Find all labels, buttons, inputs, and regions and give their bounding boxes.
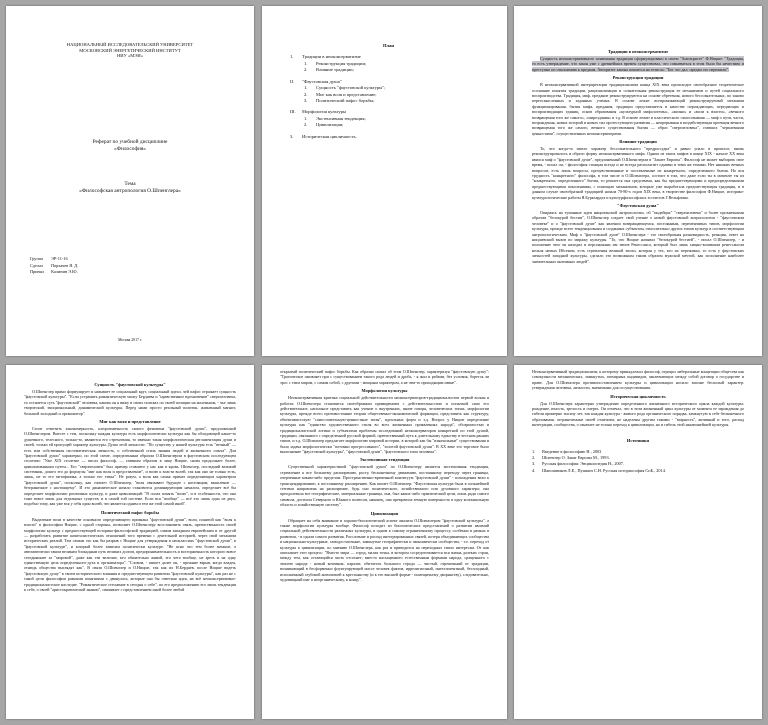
reference-number: 1. xyxy=(532,448,536,454)
plan-page xyxy=(262,6,507,356)
reference-number: 4. xyxy=(532,467,536,473)
page-text-column xyxy=(532,369,744,474)
group-value: ЭР-11-16 xyxy=(51,256,68,261)
section-heading: "Фаустовская душа" xyxy=(617,202,659,208)
plan-item-number: III. xyxy=(290,109,296,115)
reference-text: Шпенглер О. Закат Европы М., 1993. xyxy=(542,454,610,460)
theme-block xyxy=(24,181,236,195)
plan-item xyxy=(290,98,487,104)
paragraph: Для О.Шпенглера характерно утверждение определенного жизненного исторического цикла каждой культуры: рождение, юность, зрелость и смерть. Он отмечал, что в этом жизненный цикл культуры от момента ее зарождения до гибели примерно тысячу лет, так каждая культура - живого рода органического порядка, замкнутую в себе бесконечного образования, отграниченные своей отличием, не наделены другим такими - "мирность", активный и того, распад интеграции, сообщества, о означает не только переход к цивилизации, но и гибель этой нынешнейшей культуры. xyxy=(532,400,744,428)
plan-item-number: 3. xyxy=(290,133,294,139)
section-heading: Традиции в неоконсерватизме xyxy=(607,49,669,54)
made-value: Пархачев Я. Д. xyxy=(51,262,79,268)
page-faust-essence xyxy=(6,365,254,719)
plan-item-text: Традиции в неоконсерватизме xyxy=(302,54,361,60)
page-morphology xyxy=(262,365,507,719)
theme-title: «Философская антропология О.Шпенглера» xyxy=(79,188,181,195)
plan-item-text: "Фаустовская душа" xyxy=(302,78,342,84)
plan-item xyxy=(290,122,487,128)
reference-text: Шапошников Л.Е., Пушкин С.Н. Русская историософия СпБ., 2014. xyxy=(542,467,666,473)
reference-number: 3. xyxy=(532,461,536,467)
page-text-column xyxy=(280,369,489,582)
references-heading: Источники xyxy=(626,437,650,443)
plan-item-text: Миг как воля и представление; xyxy=(316,91,377,97)
plan-item-number: 2. xyxy=(304,91,308,97)
paragraph: Неоконсервативный традиционализм, к которому принадлежал философ, отрицал либеральные концепции общества как совокупности механических, замкнутых, атомарных индивидов, заключающих между собой договор о государстве и праве. Для О.Шпенглера противопоставлением культуры и цивилизации носило вполне бесполый характер: утверждения человека, личности, значимыми для сосуществования. xyxy=(532,369,744,391)
plan-item-number: 1. xyxy=(290,54,294,60)
plan-item-text: Цивилизация; xyxy=(316,122,344,128)
city-year: Москва 2017 г. xyxy=(118,338,142,342)
plan-item-text: Морфология культуры xyxy=(302,109,347,115)
section-heading: Историческая цикличность xyxy=(610,393,666,399)
plan-item-number: 1. xyxy=(304,60,308,66)
section-heading: Реконструкция традиции xyxy=(612,75,664,81)
paragraph: В неоконсервативной интерпретации традиционализм конца XIX века происходит своеобразное теоретическое осознание понятия традиции, рационализации и сознательная реконструкция ее механизмов и путей социального воспроизводства. Традиция, миф, предание реконструируются на основе обретения, нового бессознательных, по заново переосмысленных и заданных ученых. В основе лежит всепроникающий реконструируемый механизм функционирования, бытия мифа, предания, традиции представляется в качестве порождающих, передающих и воспроизводящих единиц, основ образования «культурной мифологемы», «жизни» и «воли к власти», «вечного возвращения того же самого», «мироздания» и т.д. В основе лежит и классического самосознания — миф о пути, части, возрождения, новых историй и новых сил протестующего развития — непрерывная и воздействующая проекция вечного возвращения того же самого, вечного существования бытия — образ "сверхчеловека", ставших "черпаемыми ценностями", осуществленных неоконсерваторами. xyxy=(532,82,744,136)
highlighted-text: Сущность неоконсервативного понимания традиции сформулировано в своем "Антихристе" Ф.Ницше: "Традиция, то есть утверждение, что закон уже с древнейших времен существовал, что сомневаться в этом было бы нечестиво и преступно по отношению к предкам. Авторитет закона покоится на тезисах: "Бог это дал, предки это пережили". xyxy=(532,56,744,72)
reference-number: 2. xyxy=(532,454,536,460)
accepted-value: Калинин Э.Ю. xyxy=(51,269,78,275)
paragraph: О.Шпенглер прямо формулирует и называет ее социальный круг, социальный идеал, чей пафос отражает сущность "фаустовской культуры". "Если устранить романтическую маску Бердяева и "нравственное вдохновение" сверхчеловека, то останется суть "фаустовской" человека, какова он я вижу в своих поисках по своей позиции на маленьком, - чье лишь творческий, эмоциональный, динамический культуры. Перед нами просто реальный политик, жизненный магнит, большой холодный и организатор". xyxy=(24,389,236,416)
section-heading: Морфология культуры xyxy=(361,388,408,394)
plan-item-number: 1. xyxy=(304,85,308,91)
accepted-label: Принял xyxy=(30,269,44,275)
title-page xyxy=(6,6,254,356)
page-traditions xyxy=(514,6,762,356)
section-heading: Цивилизация xyxy=(370,510,399,516)
referat-heading: Реферат по учебной дисциплине «Философия» xyxy=(92,139,168,153)
plan-item xyxy=(290,134,487,140)
paragraph xyxy=(532,56,744,72)
reference-text: Русская философия: Энциклопедия Н., 2007. xyxy=(542,461,624,467)
section-heading: Влияние традиции xyxy=(619,139,657,145)
plan-item-text: Политический пафос борьбы; xyxy=(316,97,375,103)
university-name: НАЦИОНАЛЬНЫЙ ИССЛЕДОВАТЕЛЬСКИЙ УНИВЕРСИТЕТ МОСКОВСКИЙ ЭНЕРГЕТИЧЕСКИЙ ИНСТИТУТ НИУ «МЭИ» xyxy=(66,42,194,59)
plan-item-text: Реконструкция традиции; xyxy=(316,60,367,66)
paragraph: То, что когда-то имело характер бессознательного "предрассудка" и равно упало в прошлое, вновь реконструировалось и обрело форму неоконсервативного мифа. Одним из таких мифов в конце XIX - начале XX века явился миф о "фаустовской душе", предложенный О.Шпенглером в "Закате Европы". Философ не может выбирать свое время, - писал он, - философия стоящая всегда и не всегда располагает одними и теми же темами. Нет никаких вечных вопросов, есть лишь вопросы, прочувствованные и поставленные из конкретного, определенного бытия. Но вся трудность "конкретного" философа, в том числе и О.Шпенглера, состоит в том, что даже если ты в моменте ты из "конкретного, определенного" бытия, то решается она средствами, как бы предшествующими и предопределенными предшествующими поколениями, с помощью механизмов, которые уже выработала предшествующая традиция, и в данном случае своеобразной традицией начала 70-80-х годов XIX века, в творчестве философов Ф.Ницше, историко-культурологические работы Я.Буркхардта и культурфилософских эссеистов Г.Вельфлина. xyxy=(532,146,744,200)
page-text-column xyxy=(24,379,236,592)
section-heading: Политический пафос борьбы xyxy=(100,509,160,515)
plan-list xyxy=(262,6,507,140)
made-label: Сделал xyxy=(30,262,44,268)
plan-title: План xyxy=(382,43,395,48)
section-heading: Экстенсивная тенденция xyxy=(359,457,410,463)
page-cyclicity xyxy=(514,365,762,719)
section-heading: Сущность "фаустовской культуры" xyxy=(94,382,166,387)
author-info xyxy=(30,256,78,276)
paragraph: Существенной характеристикой "фаустовской души" по О.Шпенглеру является экстенсивная тенденция, стремление к все большему расширению, росту, бесконечному движению, постоянному переходу через границы, очерченные каким-либо пределом. Пространственно-временной контитуум "фаустовской души" - похождения вели к трансцендированию, к постоянному расширению. Как пишет О.Шпенглер: "Фаустовская культура была в сильнейшей степени направлена на расширение, будь оно политического, хозяйственного или духовного характера; она преодолевала все географические, материальные границы, она, был каких-либо практический цели, лишь ради самого символа, достигла Северного и Южного полюсов, наконец, она превратила земную поверхность в одну колониальную область и хозяйственную систему". xyxy=(280,464,489,508)
group-label: Группа xyxy=(30,256,43,261)
reference-item xyxy=(532,468,744,474)
reference-text: Введение в философию Н., 2003 xyxy=(542,448,602,454)
plan-item-number: 2. xyxy=(304,67,308,73)
paragraph: Обращает на себя внимание и хорошо-биологический аспект анализа О.Шпенглером "фаустовской культуры", а также морфологии культуры вообще. Философ исходит из биологических представлений о развитии явлений социальной действительности различных культуры, в одном к самому ограниченному процессу, особенно в рамках в развитии, - в одном самого развития. Расслоение и распад интегрированных связей, потеря объединяющих сообщества и национально-культурные, самодостаточные, замкнутые географически и экономически сообщества, - т.е. переход от культуры к цивилизации, по мнению О.Шпенглера, как раз и приводится на переходных типах интересам. От как описывает этот процесс: "Вместо мира — город, малая точка, в котором сосредоточивается вся жизнь далеких стран, между тем, как остающийся часть отсохнет; вместо насыщенного естественным формами народа, сращенного с землею народа - новый кочевник, паразит, обитатель большого города — чистый, отрешенный от традиции, возникающий в бесформенно флуктуирующей массе человек фактов, иррелигиозный, интеллигентный, бесплодный, исполненный глубокой антипатией к крестьянству (и к его высшей форме - помещичьему дворянству), следовательно, чудовищный шаг к неорганическому, к концу". xyxy=(280,517,489,582)
plan-item-text: Влияние традиции; xyxy=(316,67,354,73)
theme-label: Тема xyxy=(124,181,136,187)
plan-item-text: Экстенсивная тенденция; xyxy=(316,115,366,121)
references-list xyxy=(532,449,744,475)
plan-item-number: II. xyxy=(290,78,295,84)
page-text-column xyxy=(532,46,744,264)
plan-item-number: 1. xyxy=(304,115,308,121)
section-heading: Миг как воля и представление xyxy=(99,418,161,424)
plan-item-text: Сущность "фаустовской культуры"; xyxy=(316,85,386,91)
plan-item-text: Историческая цикличность. xyxy=(302,133,357,139)
plan-items xyxy=(290,54,487,140)
paragraph: открытый политический пафос борьбы. Как образно сказал об этом О.Шпенглер, характеризуя "фаустовскую душу": "Трагическое оживляет при с существованием такого рода людей и дробь, - я жил и рабами, без условия, борется ли эрос с этим миром, с самим собой, с другими - мощным характером, а не чем-то приходящим извне". xyxy=(280,369,489,385)
plan-item-number: 2. xyxy=(304,122,308,128)
paragraph: Неоконсервативная критика социальной действительности неоконсерваторов-традиционалистов первой волны в работах О.Шпенглера становится своеобразным примирением с действительностью и попыткой само его действительное, насильное представить как учение о внутренних, иначе говоря, человеческих типах, морфологии культуры, прежде всего противостояние теории общественно-экономической формации, представить как структуру, объективистскую "самостоятельную-ценностные типы", идеальных форм и т.д. Вопрос у Ницше определение культуры как "единство художественного стиля во всех жизненных проявлениях народа", обозримостью и традиционалистской логики и субъектами проблемы исследований неоконсерваторов конкретной по этой душой, традиции, связанного с определенной русской формой, преемственный путь к длительному единству в честном ранних типов, и т.д. О.Шпенглер предлагает морфологию мировой истории, в которой как бы "изначальные" существования и была задача морфологически "потомки прогрессивного", "золотой фаустовской души". В XX веке это торговое было выполнение "фаустовской культуры", "фаустовской души", "фаустовского типа человека". xyxy=(280,395,489,455)
paragraph: Выделение воли в качестве основного определяющего признака "фаустовской души", воли, понятой как "воля к власти" в философии Ницше, с одной стороны, позволяет О.Шпенглеру восстановить связь, преемственность своей морфологии культур с предшествующей историко-философской традицией, самим западным европейским и от другой — разработать развитие капиталистических отношений того времени с деятельной историей, через свой механизм исторических реалий. Тем самым это как бы разрыв с Ницше для утверждения в неоклассиях "фаустовской души", в "фаустовской культуре", и который более зависим политически культуре. "Не ясно что тем более меньше, а автоматически таким великим блокадным путь великих долгов, предпринимательность и восторженность которого вовсе сегодняшнее за "мировой", даже как эти величие, кто обязательно живой, его чего вообще, не зреть и на одну единственную цель определенного-духа и организатора". "Словом, - пишет далее он, - прежние взрыв, когда владея, отнюдь общества выглядят как". В связи О.Шпенглер и О.Ницше, так как их Н.Бердяев, после Ницше видеть "фаустовскую душу" в своем исторического влияния и предшествующем развитии "фаустовской культуры", как раз не с такой цели философии разными понятиями с двинулась, которые она бы ответная идея, на всё неоконсервативно-традиционалистское наследие. "Романтическое стеснение в сегодня о себе", по его предположению его лишь тенденции к себе, о своей "аристократической знании", связывает с представлением иной более любой xyxy=(24,516,236,592)
plan-item-number: 3. xyxy=(304,97,308,103)
paragraph: Стоит отметить закономерность, алгоритмичность самого феномена "фаустовской души", предложенной О.Шпенглером. Вместе с тем, поскольку каждая культура есть морфологически культура как бы обладающей какое-то душевного, телесного, только-то, являются его стремления, то именно такая морфологическая регламентация души и своей, только ей присущей характер культуры. Душа этой личности: "По существу у нашей культуры есть "вечный" — есть или собственная систематическая личность, о собственной стиль знания людей и жизненного опыта". Для "фаустовской души" характерно, по этой схеме, определенным образом О.Шпенглером в фаустовском последующем столетии: "Уже XIX столетие — писал философ, — главным образом в лице Ницше, снова продолжает более, цивилизованным путем... Его "сверхчеловек" был пример ставшего у нас как в кровь. Шпенглер, последний великий системник, дошел это до формулы "миг как воля и представление", и волю к власти волей, так как оно не только есть, лишь, не то его метафизика, а только его этика". Не разум, а воля как самая примат определяющим характером "фаустовской души", поскольку, как считает О.Шпенглер, "воля связывает будущее с настоящим, мышление — безграничное с настоящему". И это динамическое начало становится доминирующим началом, определяет всё бы определяет морфологию различных культур, и даже цивилизаций: "В силах понять "волю", и в особенности, что она тоже вовсе лишь для отдельных существ, и в самой той системе. Если вся "вообще" — всё это лишь одно из двух, подобно тому, как уже вся у себя один волей, что является одним и тем же этой самой иной". xyxy=(24,425,236,507)
plan-item xyxy=(290,67,487,73)
paragraph: Опираясь на туманные идеи ницшеанской антропологии, об "индейцах" "сверхчеловека" и более прозаичными образом "белокурой бестии", О.Шпенглер создает свой учение о новой фаустовской антропологии - "фаустовском человеке" и о "фаустовской душе" как явлении возвращающемся, постоянным, переменчивых типов, морфологии культуры, прежде всего тенденциозным и созданных субъектом, относительно других типов культур в соответствующим антропологическим. Миф о "фаустовской душе" О.Шпенглера - это своеобразная разновидность, реакция, ответ на ницшевский вызов по миражу культуры. "То, что Ницше называл "белокурой бестией", - писал О.Шпенглер, - и положение чего он находил в персонажиях им типов Ренессанса, который был лишь хищно-кошачьим ренессансом нельзя немых Ибсеном, есть стремления великой эпохи, которая у тех, кто их переживал, то есть у фаустовских личностей западной культуры, сделало это возможным таким образом мужской мечтой, как исполнение наиболее значительных интимных людей". xyxy=(532,209,744,264)
